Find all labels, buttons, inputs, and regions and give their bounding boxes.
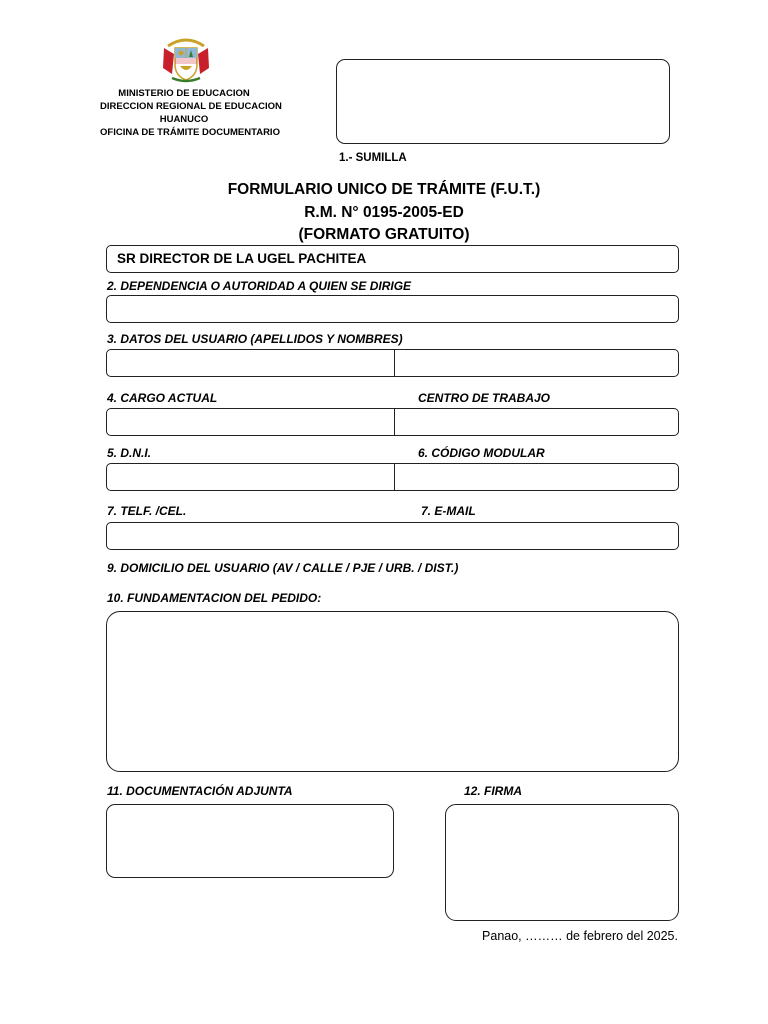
dependencia-label: 2. DEPENDENCIA O AUTORIDAD A QUIEN SE DIRIGE xyxy=(107,279,412,293)
fundamentacion-label: 10. FUNDAMENTACION DEL PEDIDO: xyxy=(107,591,322,605)
field-divider xyxy=(394,464,395,490)
field-divider xyxy=(394,409,395,435)
dni-label: 5. D.N.I. xyxy=(107,446,152,460)
datos-usuario-field[interactable] xyxy=(106,349,679,377)
form-title: FORMULARIO UNICO DE TRÁMITE (F.U.T.) xyxy=(227,181,541,198)
documentacion-label: 11. DOCUMENTACIÓN ADJUNTA xyxy=(107,784,293,798)
header-region: HUANUCO xyxy=(159,114,209,125)
addressee-field[interactable] xyxy=(106,245,679,273)
date-line: Panao, ……… de febrero del 2025. xyxy=(482,929,678,943)
fundamentacion-field[interactable] xyxy=(106,611,679,772)
institution-header xyxy=(100,87,282,139)
documentacion-field[interactable] xyxy=(106,804,394,878)
sumilla-field[interactable] xyxy=(336,59,670,144)
codigo-label: 6. CÓDIGO MODULAR xyxy=(418,446,545,460)
form-resolution: R.M. N° 0195-2005-ED xyxy=(304,204,464,221)
dni-codigo-field[interactable] xyxy=(106,463,679,491)
dependencia-field[interactable] xyxy=(106,295,679,323)
domicilio-label: 9. DOMICILIO DEL USUARIO (AV / CALLE / PJE / URB. / DIST.) xyxy=(107,561,459,575)
firma-field[interactable] xyxy=(445,804,679,921)
cargo-centro-field[interactable] xyxy=(106,408,679,436)
peru-coat-of-arms-logo xyxy=(160,34,212,84)
centro-label: CENTRO DE TRABAJO xyxy=(418,391,551,405)
header-ministry: MINISTERIO DE EDUCACION xyxy=(118,88,250,99)
header-office: OFICINA DE TRÁMITE DOCUMENTARIO xyxy=(100,127,280,138)
email-label: 7. E-MAIL xyxy=(421,504,476,518)
cargo-label: 4. CARGO ACTUAL xyxy=(107,391,218,405)
field-divider xyxy=(394,350,395,376)
firma-label: 12. FIRMA xyxy=(464,784,523,798)
form-free-note: (FORMATO GRATUITO) xyxy=(298,226,470,243)
sumilla-label: 1.- SUMILLA xyxy=(339,152,407,164)
addressee-value: SR DIRECTOR DE LA UGEL PACHITEA xyxy=(117,251,367,266)
telf-label: 7. TELF. /CEL. xyxy=(107,504,187,518)
telf-email-field[interactable] xyxy=(106,522,679,550)
datos-usuario-label: 3. DATOS DEL USUARIO (APELLIDOS Y NOMBRES) xyxy=(107,332,403,346)
header-regional-direction: DIRECCION REGIONAL DE EDUCACION xyxy=(100,101,282,112)
